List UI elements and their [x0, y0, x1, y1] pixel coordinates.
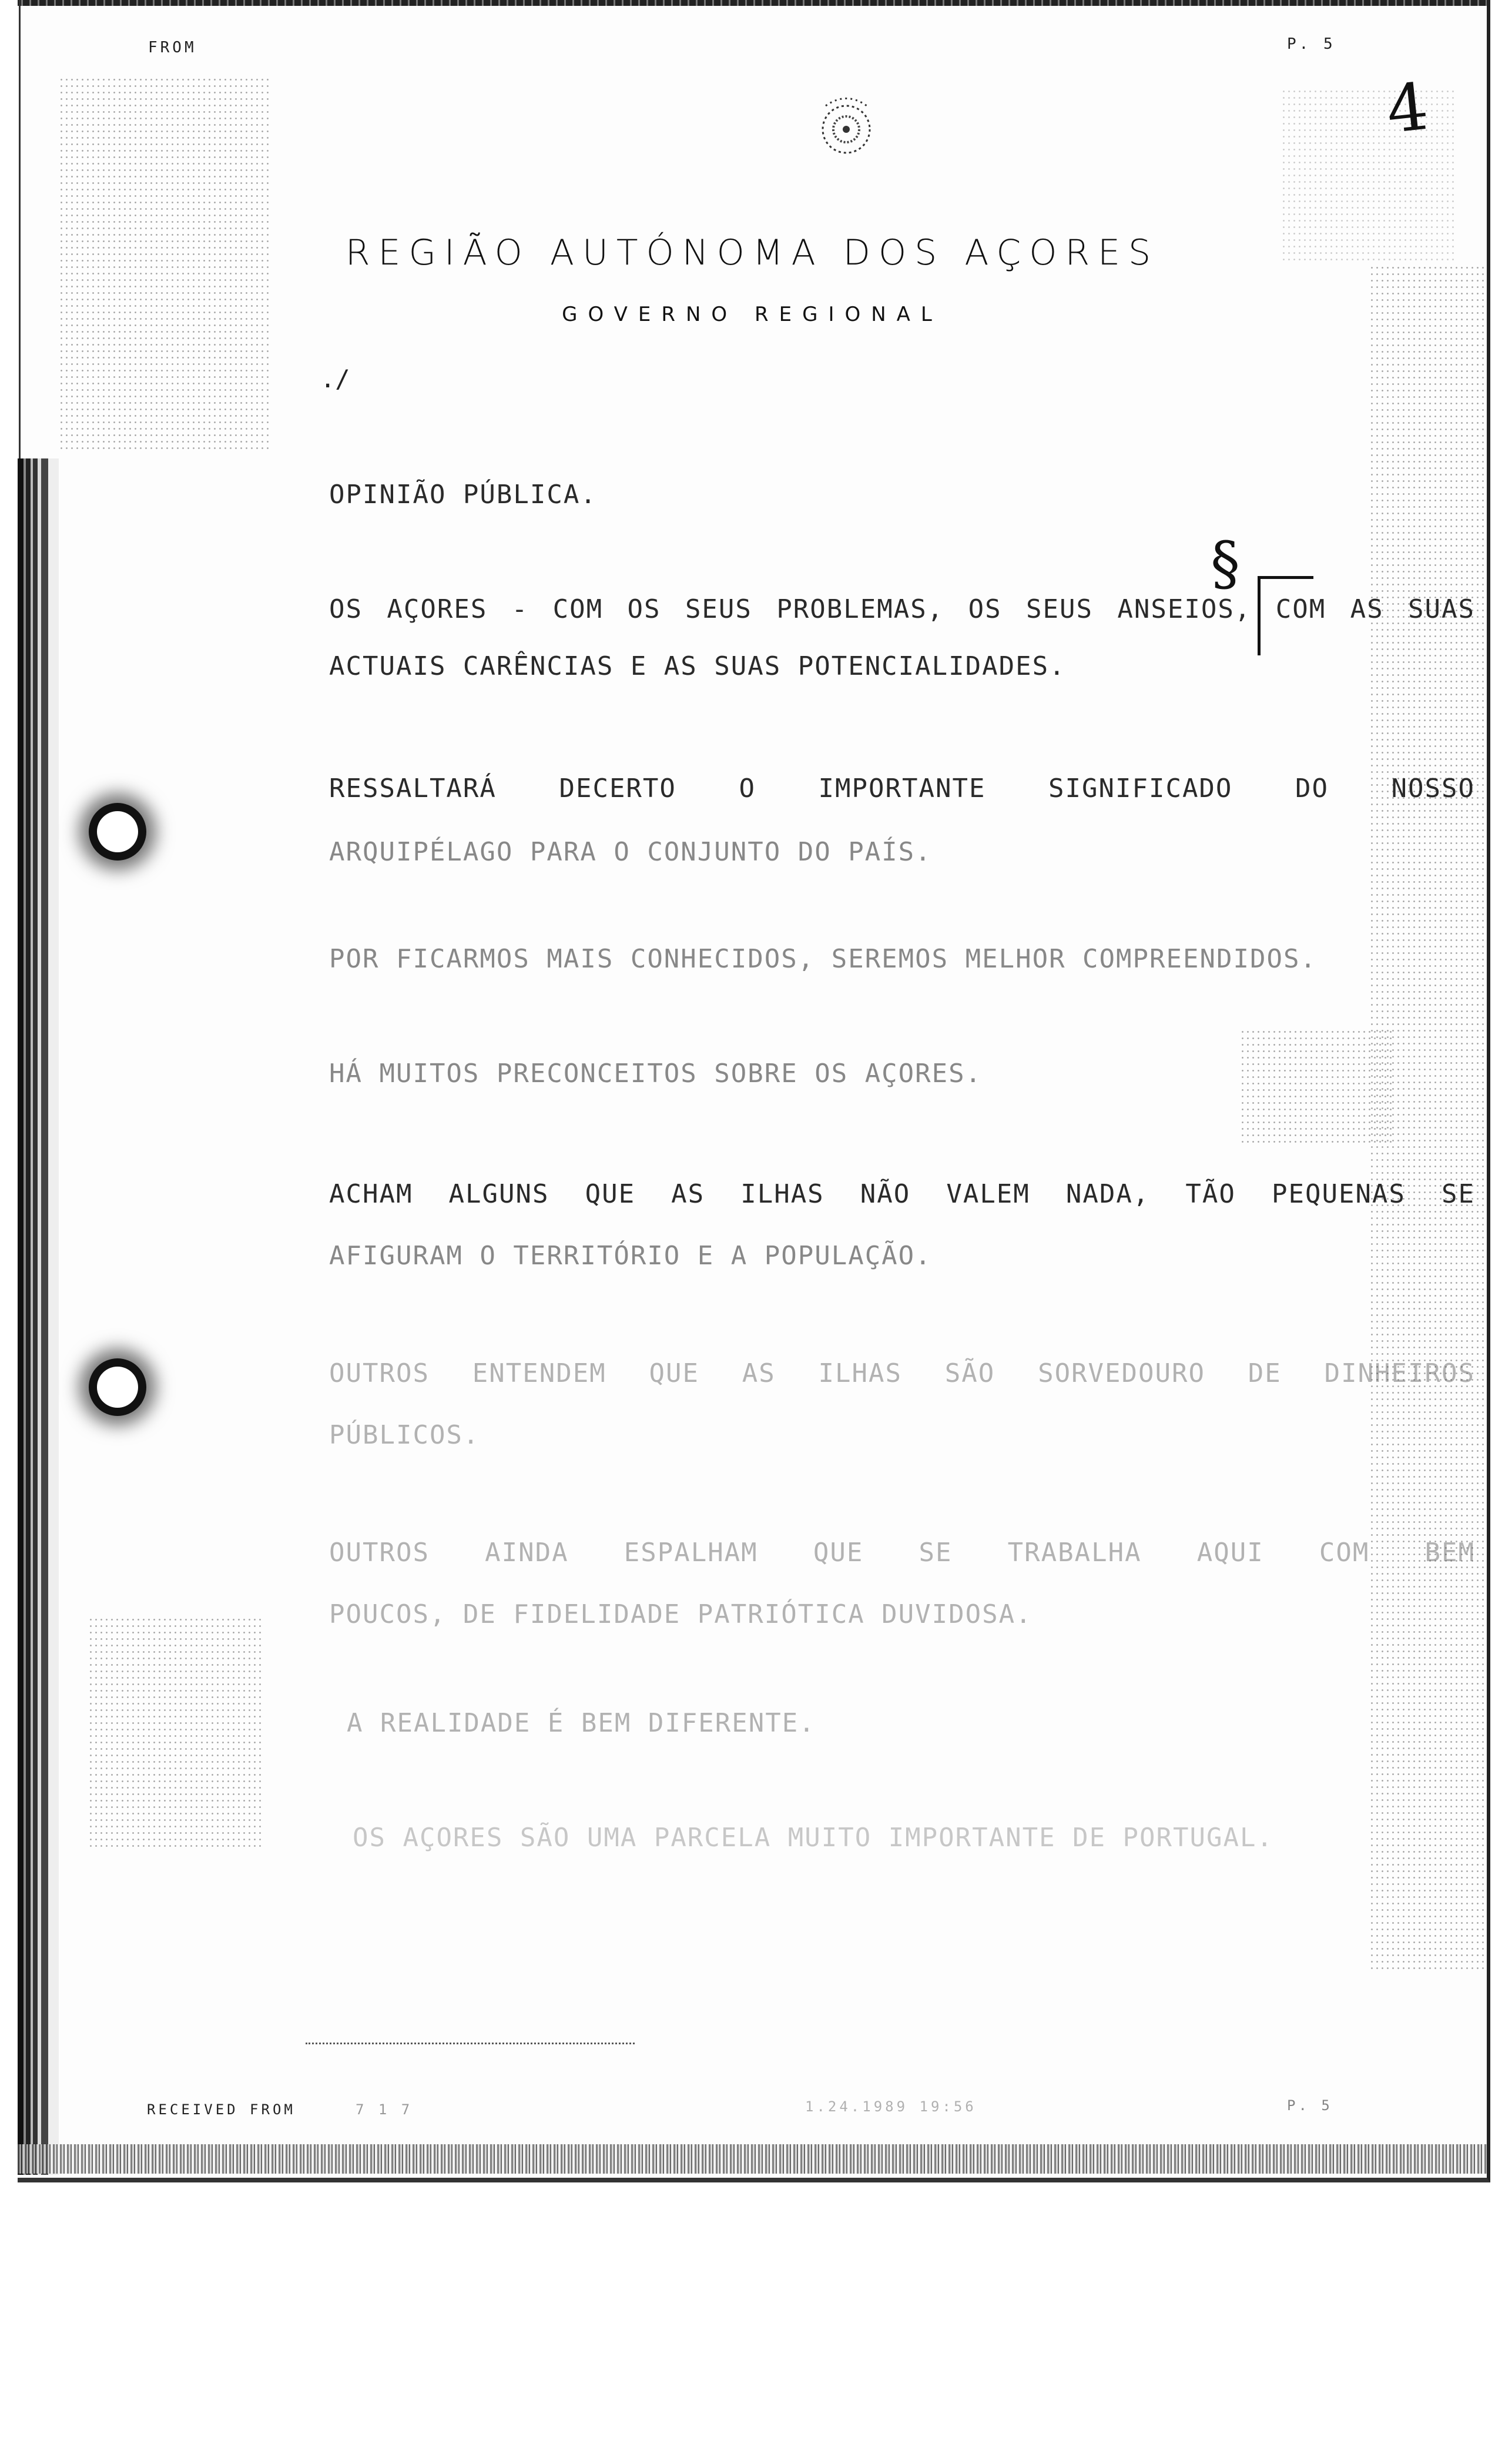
paragraph-line: OUTROS AINDA ESPALHAM QUE SE TRABALHA AQUI COM BEM [329, 1538, 1475, 1568]
paragraph-line: OS AÇORES SÃO UMA PARCELA MUITO IMPORTANTE DE PORTUGAL. [353, 1823, 1273, 1853]
fax-header-page: P. 5 [1287, 35, 1336, 53]
paragraph-line: ARQUIPÉLAGO PARA O CONJUNTO DO PAÍS. [329, 837, 932, 867]
paragraph-heading: OPINIÃO PÚBLICA. [329, 480, 597, 510]
fax-header-from: FROM [148, 39, 197, 56]
scan-noise [88, 1616, 264, 1852]
paragraph-line: HÁ MUITOS PRECONCEITOS SOBRE OS AÇORES. [329, 1059, 983, 1089]
fax-footer-received: RECEIVED FROM [147, 2101, 296, 2118]
paragraph-line: POR FICARMOS MAIS CONHECIDOS, SEREMOS MELHOR COMPREENDIDOS. [329, 944, 1317, 974]
punch-hole [97, 811, 138, 852]
fax-top-edge [18, 0, 1487, 6]
fax-bottom-edge [18, 2144, 1487, 2174]
paragraph-line: PÚBLICOS. [329, 1420, 480, 1450]
handwritten-margin-mark: § [1211, 529, 1240, 598]
letterhead-title: REGIÃO AUTÓNOMA DOS AÇORES [345, 232, 1159, 273]
paragraph-line: RESSALTARÁ DECERTO O IMPORTANTE SIGNIFICADO DO NOSSO [329, 774, 1475, 804]
fax-footer-number: 7 1 7 [356, 2101, 413, 2118]
letterhead-subtitle: GOVERNO REGIONAL [562, 303, 943, 326]
punch-hole [97, 1367, 138, 1408]
faded-rule [306, 2043, 635, 2044]
paragraph-line: AFIGURAM O TERRITÓRIO E A POPULAÇÃO. [329, 1241, 932, 1271]
fax-page [18, 0, 1490, 2182]
paragraph-line: OUTROS ENTENDEM QUE AS ILHAS SÃO SORVEDOURO DE DINHEIROS [329, 1358, 1475, 1388]
paragraph-line: A REALIDADE É BEM DIFERENTE. [347, 1708, 816, 1738]
page-continuation-mark: ./ [320, 364, 350, 393]
paragraph-line: ACTUAIS CARÊNCIAS E AS SUAS POTENCIALIDADES. [329, 651, 1066, 681]
paragraph-line: OS AÇORES - COM OS SEUS PROBLEMAS, OS SEUS ANSEIOS, COM AS SUAS [329, 594, 1475, 624]
scan-noise [1240, 1029, 1393, 1146]
coat-of-arms-seal [802, 88, 890, 165]
handwritten-page-number: 4 [1383, 68, 1432, 148]
paragraph-line: ACHAM ALGUNS QUE AS ILHAS NÃO VALEM NADA, TÃO PEQUENAS SE [329, 1179, 1475, 1209]
paragraph-line: POUCOS, DE FIDELIDADE PATRIÓTICA DUVIDOSA. [329, 1599, 1033, 1629]
fax-footer-page: P. 5 [1287, 2097, 1333, 2114]
scan-streak [18, 458, 59, 2175]
fax-footer-timestamp: 1.24.1989 19:56 [805, 2098, 977, 2115]
